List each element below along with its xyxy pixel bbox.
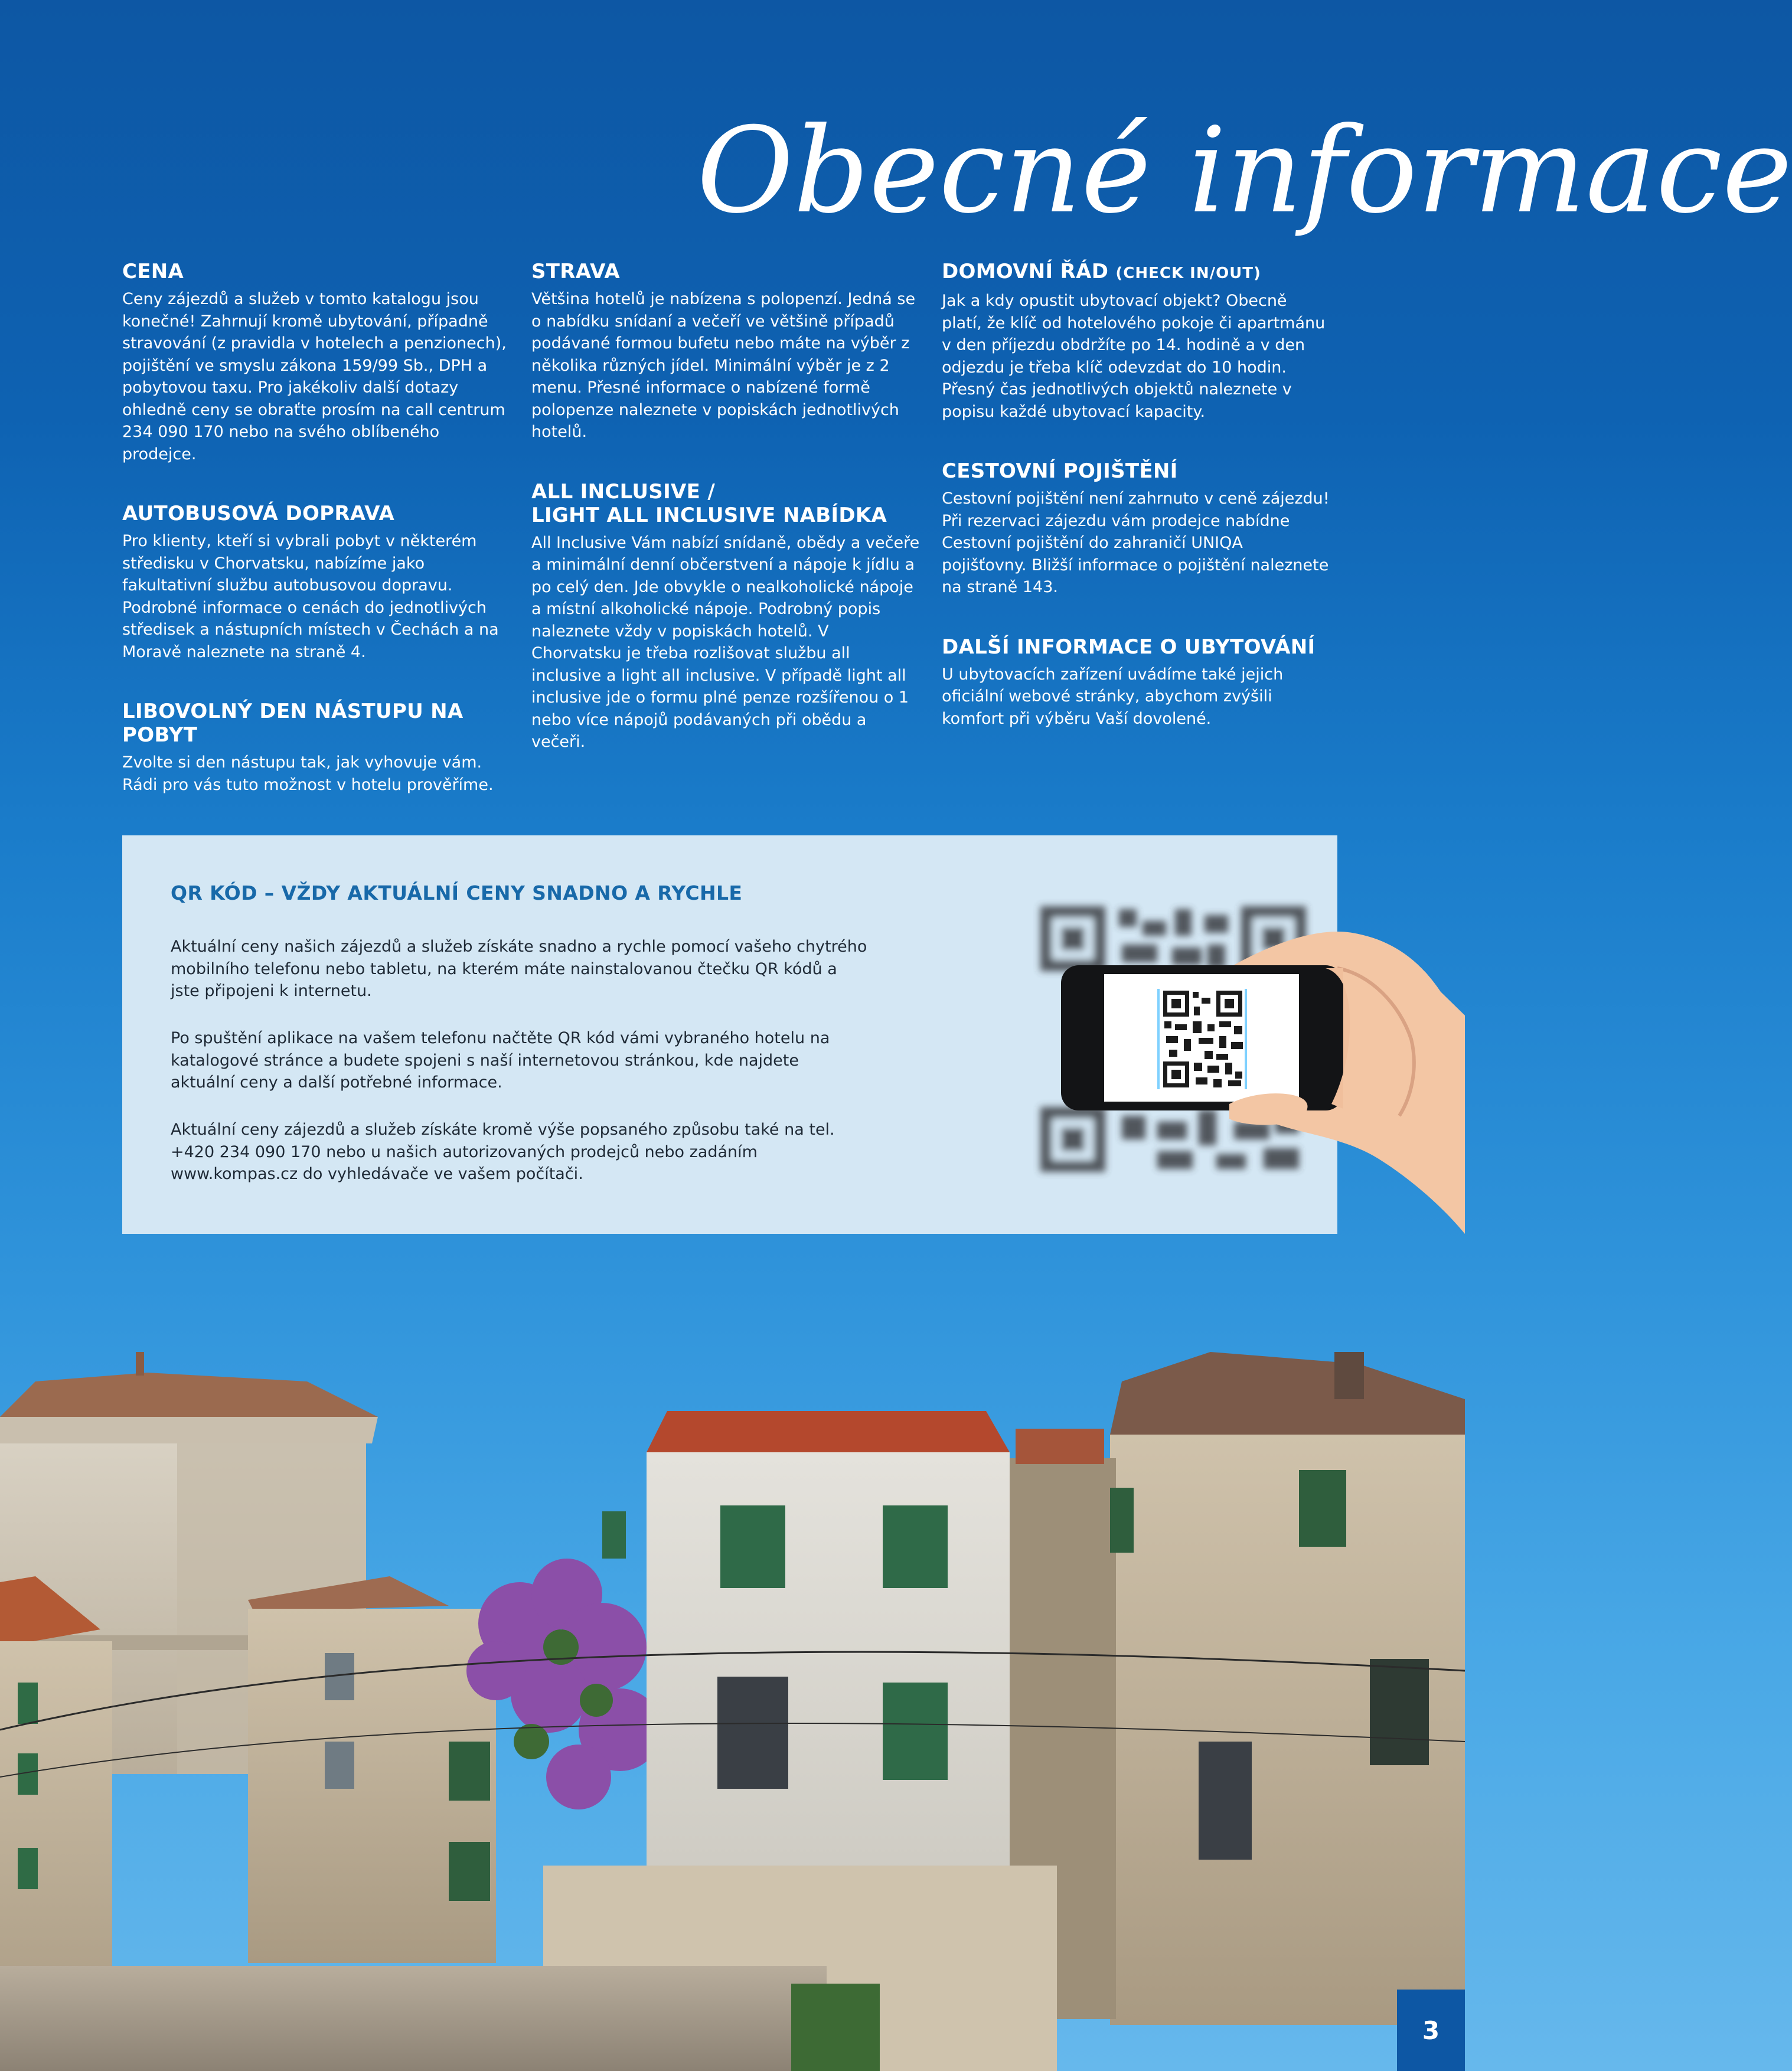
qr-heading: QR KÓD – VŽDY AKTUÁLNÍ CENY SNADNO A RYCHLE [171,881,743,904]
section-heading-strava: STRAVA [531,260,620,283]
section-text-pojisteni: Cestovní pojištění není zahrnuto v ceně zájezdu! Při rezervaci zájezdu vám prodejce nabídne Cestovní pojištění do zahraničí UNIQA pojišťovny. Bližší informace o pojištění naleznete na straně 143. [942,489,1330,596]
section-text-rad: Jak a kdy opustit ubytovací objekt? Obecně platí, že klíč od hotelového pokoje či apartmánu v den příjezdu obdržíte po 14. hodině a v den odjezdu je třeba klíč odevzdat do 10 hodin. Přesný čas jednotlivých objektů naleznete v popisu každé ubytovací kapacity. [942,292,1326,421]
section-heading-pojisteni: CESTOVNÍ POJIŠTĚNÍ [942,459,1178,483]
qr-paragraph-1: Aktuální ceny našich zájezdů a služeb získáte snadno a rychle pomocí vašeho chytrého mobilního telefonu nebo tabletu, na kterém máte nainstalovanou čtečku QR kódů a jste připojeni k internetu. [171,937,867,1000]
section-text-den: Zvolte si den nástupu tak, jak vyhovuje vám. Rádi pro vás tuto možnost v hotelu prověříme. [122,753,494,794]
section-heading-den: LIBOVOLNÝ DEN NÁSTUPU NA POBYT [122,700,463,747]
section-text-dalsi: U ubytovacích zařízení uvádíme také jejich oficiální webové stránky, abychom zvýšili komfort při výběru Vaší dovolené. [942,665,1284,728]
section-heading-allinc-line1: ALL INCLUSIVE / [531,479,716,504]
section-text-autobus: Pro klienty, kteří si vybrali pobyt v některém středisku v Chorvatsku, nabízíme jako fakultativní službu autobusovou dopravu. Podrobné informace o cenách do jednotlivých středisek a nástupních místech v Čechách a na Moravě naleznete na straně 4. [122,532,499,661]
qr-paragraph-2: Po spuštění aplikace na vašem telefonu načtěte QR kód vámi vybraného hotelu na katalogové stránce a budete spojeni s naší internetovou stránkou, kde najdete aktuální ceny a další potřebné informace. [171,1029,830,1092]
section-text-cena: Ceny zájezdů a služeb v tomto katalogu jsou konečné! Zahrnují kromě ubytování, případně stravování (z pravidla v hotelech a penzionech), pojištění ve smyslu zákona 159/99 Sb., DPH a pobytovou taxu. Pro jakékoliv další dotazy ohledně ceny se obraťte prosím na call centrum 234 090 170 nebo na svého oblíbeného prodejce. [122,290,507,463]
section-heading-autobus: AUTOBUSOVÁ DOPRAVA [122,502,395,525]
page-title: Obecné informace [697,102,1792,240]
qr-paragraph-3: Aktuální ceny zájezdů a služeb získáte kromě výše popsaného způsobu také na tel. +420 234 090 170 nebo u našich autorizovaných prodejců nebo zadáním www.kompas.cz do vyhledávače ve vašem počítači. [171,1121,835,1183]
section-heading-rad-small: (CHECK IN/OUT) [1115,264,1261,282]
section-text-strava: Většina hotelů je nabízena s polopenzí. Jedná se o nabídku snídaní a večeří ve většině případů podávané formou bufetu nebo máte na výběr z několika různých jídel. Minimální výběr je z 2 menu. Přesné informace o nabízené formě polopenze naleznete v popiskách jednotlivých hotelů. [531,290,916,441]
town-photo [0,1317,1465,2071]
section-heading-cena: CENA [122,260,184,283]
section-heading-allinc-line2: LIGHT ALL INCLUSIVE NABÍDKA [531,503,887,527]
section-text-allinc: All Inclusive Vám nabízí snídaně, obědy a večeře a minimální denní občerstvení a nápoje k jídlu a po celý den. Jde obvykle o nealkoholické nápoje a místní alkoholické nápoje. Podrobný popis naleznete vždy v popiskách hotelů. V Chorvatsku je třeba rozlišovat službu all inclusive a light all inclusive. V případě light all inclusive jde o formu plné penze rozšířenou o 1 nebo více nápojů podávaných při obědu a večeři. [531,533,920,751]
section-heading-rad-main: DOMOVNÍ ŘÁD [942,260,1109,283]
section-heading-dalsi: DALŠÍ INFORMACE O UBYTOVÁNÍ [942,635,1316,659]
page-number: 3 [1397,1990,1465,2071]
